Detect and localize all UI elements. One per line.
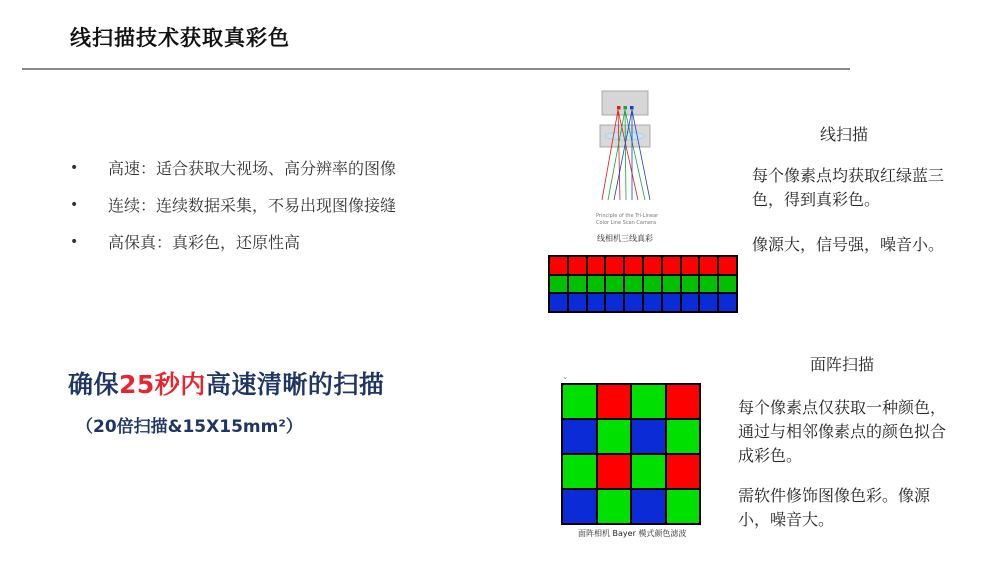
line-scan-pixel	[587, 275, 606, 294]
line-scan-pixel	[718, 293, 737, 312]
headline-prefix: 确保	[68, 370, 120, 399]
line-scan-pixel	[718, 275, 737, 294]
line-scan-pixel	[681, 256, 700, 275]
line-scan-pixel	[624, 275, 643, 294]
bullet-dot: •	[70, 234, 79, 250]
area-scan-note: 需软件修饰图像色彩。像源小，噪音大。	[738, 486, 931, 529]
headline-suffix: 高速清晰的扫描	[205, 370, 385, 399]
feature-text: 高速：适合获取大视场、高分辨率的图像	[108, 159, 397, 178]
area-scan-caption: 面阵相机 Bayer 模式颜色滤波	[578, 529, 687, 538]
bullet-dot: •	[70, 160, 79, 176]
bayer-pixel	[666, 454, 701, 489]
page-title: 线扫描技术获取真彩色	[70, 26, 290, 50]
feature-list	[70, 150, 396, 261]
bayer-pixel	[666, 489, 701, 524]
area-scan-description: 每个像素点仅获取一种颜色，通过与相邻像素点的颜色拟合成彩色。	[738, 398, 947, 465]
bayer-pixel	[562, 489, 597, 524]
line-scan-pixel	[605, 275, 624, 294]
bayer-pixel	[597, 489, 632, 524]
line-scan-pixel	[568, 275, 587, 294]
bayer-pixel	[631, 489, 666, 524]
line-scan-pixel-grid	[548, 255, 738, 313]
bayer-pixel	[631, 419, 666, 454]
headline-subline: （20倍扫描&15X15mm²）	[76, 417, 303, 437]
line-scan-pixel	[662, 256, 681, 275]
bayer-pixel	[597, 384, 632, 419]
feature-item-speed	[70, 150, 396, 187]
line-scan-pixel	[699, 275, 718, 294]
line-scan-pixel	[605, 293, 624, 312]
bayer-pixel	[597, 454, 632, 489]
line-scan-pixel	[681, 275, 700, 294]
line-scan-note: 像源大，信号强，噪音小。	[752, 235, 945, 254]
bayer-pixel	[631, 454, 666, 489]
feature-text: 高保真：真彩色，还原性高	[108, 233, 301, 252]
bullet-dot: •	[70, 197, 79, 213]
line-scan-description: 每个像素点均获取红绿蓝三色，得到真彩色。	[752, 166, 945, 209]
line-scan-pixel	[643, 293, 662, 312]
line-scan-pixel	[587, 293, 606, 312]
bayer-pixel	[562, 384, 597, 419]
bayer-pixel	[562, 419, 597, 454]
bayer-pixel-grid	[561, 383, 701, 525]
line-scan-pixel	[662, 293, 681, 312]
bayer-pixel	[666, 419, 701, 454]
bayer-pixel	[562, 454, 597, 489]
line-scan-pixel	[699, 293, 718, 312]
feature-item-fidelity	[70, 224, 396, 261]
line-scan-pixel	[587, 256, 606, 275]
line-scan-pixel	[643, 256, 662, 275]
bayer-pixel	[597, 419, 632, 454]
line-scan-pixel	[718, 256, 737, 275]
line-scan-pixel	[662, 275, 681, 294]
line-scan-pixel	[699, 256, 718, 275]
area-scan-marker: ⌄	[562, 372, 569, 381]
area-scan-title: 面阵扫描	[810, 355, 875, 374]
line-scan-caption-en: Principle of the Tri-Linear Color Line Scan Camera	[596, 213, 659, 226]
feature-text: 连续：连续数据采集，不易出现图像接缝	[108, 196, 397, 215]
line-scan-pixel	[568, 293, 587, 312]
line-scan-pixel	[624, 293, 643, 312]
line-scan-pixel	[681, 293, 700, 312]
line-scan-pixel	[549, 275, 568, 294]
line-scan-pixel	[549, 256, 568, 275]
line-scan-caption: 线相机三线真彩	[597, 234, 653, 243]
headline	[68, 365, 384, 401]
feature-item-continuous	[70, 187, 396, 224]
bayer-pixel	[631, 384, 666, 419]
line-scan-pixel	[624, 256, 643, 275]
line-scan-pixel	[605, 256, 624, 275]
line-scan-pixel	[549, 293, 568, 312]
line-scan-pixel	[643, 275, 662, 294]
title-divider	[22, 68, 850, 70]
headline-highlight: 25秒内	[119, 370, 206, 399]
line-scan-pixel	[568, 256, 587, 275]
line-scan-title: 线扫描	[820, 125, 869, 144]
bayer-pixel	[666, 384, 701, 419]
